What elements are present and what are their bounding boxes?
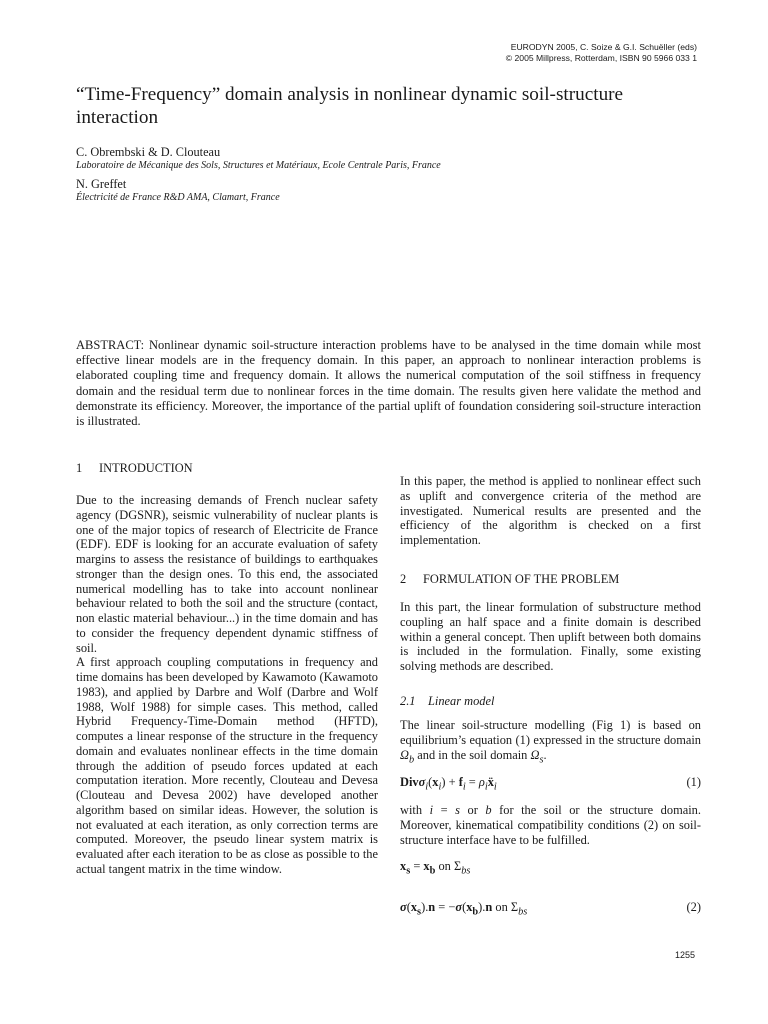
- compatibility-condition-1: [400, 859, 701, 876]
- omega-s-symbol: $\Omega_s$: [530, 747, 544, 765]
- section-2-body: [400, 600, 701, 674]
- section-2-title: FORMULATION OF THE PROBLEM: [423, 572, 620, 586]
- abstract: ABSTRACT: Nonlinear dynamic soil-structure interaction problems have to be analysed in the time domain while most effective linear models are in the frequency domain. In this paper, an approach to nonlinear interaction problems is elaborated coupling time and frequency domain. It allows the numerical computation of the soil stiffness in frequency domain and the residual term due to nonlinear forces in the time domain. The results given here validate the method and demonstrate its efficiency. Moreover, the importance of the partial uplift of foundation considering soil-structure interaction is illustrated.: [76, 338, 701, 429]
- affiliation-1: Laboratoire de Mécanique des Sols, Structures et Matériaux, Ecole Centrale Paris, France: [76, 160, 441, 171]
- equation-1-formula: $Div\sigma_i(x_i) + f_i$ = $\rho_iẍ_i$: [400, 775, 497, 793]
- header-line-2: © 2005 Millpress, Rotterdam, ISBN 90 5966 033 1: [505, 53, 697, 63]
- paper-title: “Time-Frequency” domain analysis in nonlinear dynamic soil-structure interaction: [76, 84, 624, 128]
- right-intro-paragraph: In this paper, the method is applied to nonlinear effect such as uplift and convergence criteria of the method are investigated. Numerical results are presented and the efficiency of the algorithm is checked on a first implementation.: [400, 474, 701, 547]
- with-paragraph-block: [400, 803, 701, 847]
- with-paragraph: with i = s or b for the soil or the structure domain. Moreover, kinematical compatibility conditions (2) on soil-structure interface have to be fulfilled.: [400, 803, 701, 847]
- section-1-number: 1: [76, 461, 83, 475]
- section-2-1-body: [400, 718, 701, 768]
- section-2-1-title: Linear model: [428, 694, 495, 708]
- linear-model-paragraph: The linear soil-structure modelling (Fig 1) is based on equilibrium’s equation (1) expressed in the structure domain $\Omega_b$ and in the soil domain $\Omega_s$.: [400, 718, 701, 765]
- equation-1-label: (1): [686, 775, 701, 789]
- section-2-1-heading: [400, 694, 494, 709]
- author-2: N. Greffet: [76, 177, 127, 191]
- right-intro: [400, 474, 701, 548]
- section-2-heading: [400, 572, 619, 587]
- intro-paragraph-2: A first approach coupling computations in frequency and time domains has been developed by Kawamoto (Kawamoto 1983), and applied by Darbre and Wolf (Darbre and Wolf 1988, Wolf 1988) for simple cases. This method, called Hybrid Frequency-Time-Domain method (HFTD), computes a linear response of the structure in the frequency domain and evaluates nonlinear effects in the time domain through the addition of pseudo forces updated at each computation iteration. More recently, Clouteau and Devesa (Clouteau and Devesa 2002) have developed another algorithm based on similar ideas. However, the solution is not evaluated at each iteration, as only correction terms are computed. Moreover, the pseudo linear system matrix is evaluated after each iteration to be as close as possible to the actual tangent matrix in the time window.: [76, 655, 378, 876]
- section-1-heading: [76, 461, 193, 476]
- left-column: [76, 493, 378, 877]
- equation-1: [400, 775, 701, 792]
- omega-b-symbol: $\Omega_b$: [400, 747, 415, 765]
- section-2-number: 2: [400, 572, 407, 586]
- compatibility-formula-1: $x_s = x_b$ on $\Sigma_{bs}$: [400, 859, 471, 877]
- author-1: C. Obrembski & D. Clouteau: [76, 145, 221, 159]
- equation-2: [400, 900, 701, 917]
- section-1-title: INTRODUCTION: [99, 461, 193, 475]
- equation-2-formula: $\sigma(x_s).n = -\sigma(x_b).n$ on $\Sigma_{bs}$: [400, 900, 528, 918]
- equation-2-label: (2): [686, 900, 701, 914]
- publication-header: [506, 42, 697, 64]
- section-2-1-number: 2.1: [400, 694, 416, 708]
- header-line-1: EURODYN 2005, C. Soize & G.I. Schuëller (eds): [510, 42, 697, 52]
- affiliation-2: Électricité de France R&D AMA, Clamart, France: [76, 192, 280, 203]
- page-number: 1255: [674, 950, 695, 960]
- section-2-paragraph: In this part, the linear formulation of substructure method coupling an half space and a finite domain is described within a general concept. Then uplift between both domains is included in the formulation. Finally, some existing solving methods are described.: [400, 600, 701, 673]
- intro-paragraph-1: Due to the increasing demands of French nuclear safety agency (DGSNR), seismic vulnerability of nuclear plants is one of the major topics of research of Electricite de France (EDF). EDF is looking for an accurate evaluation of safety margins to assess the resistance of buildings to earthquakes stronger than the design ones. To this end, the associated numerical modelling has to take into account nonlinear behaviour related to both the soil and the structure (contact, non elastic material behaviour...) in the time domain and has to consider the frequency dependent dynamic stiffness of soil.: [76, 493, 378, 655]
